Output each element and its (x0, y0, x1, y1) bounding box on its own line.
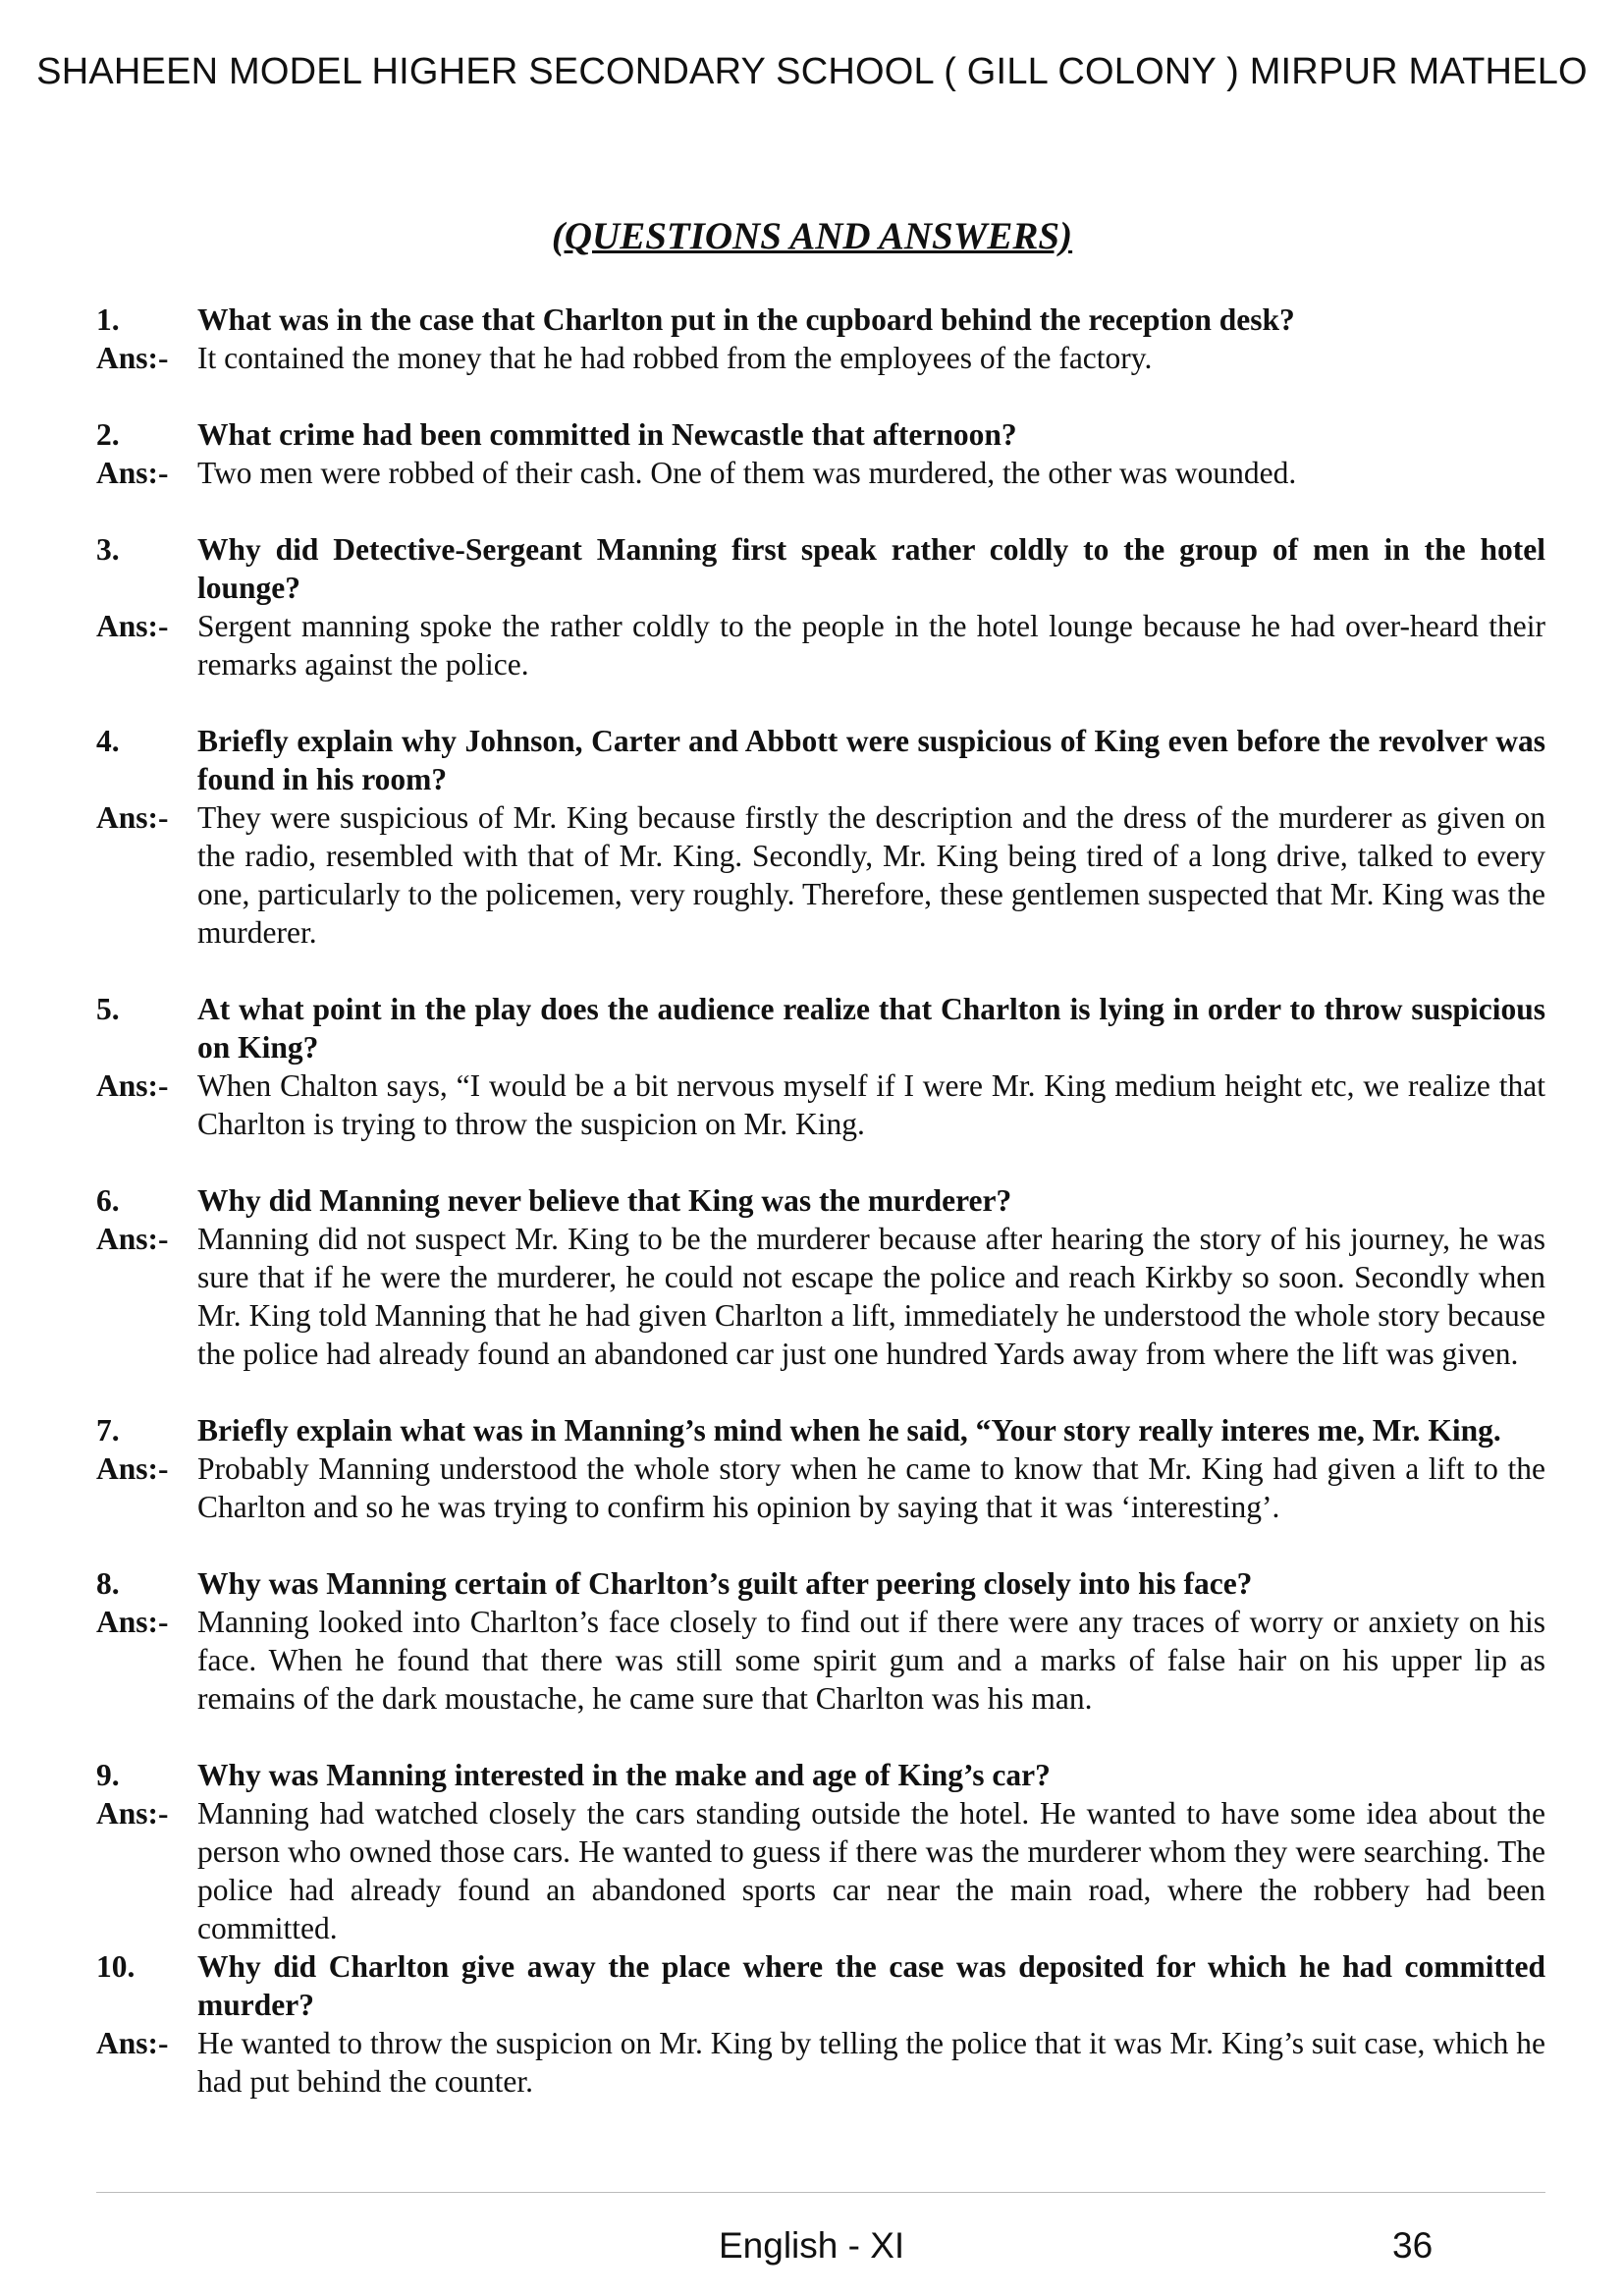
qa-item-5 (96, 990, 1545, 1143)
question-number: 7. (96, 1413, 120, 1448)
answer-text: Manning did not suspect Mr. King to be the murderer because after hearing the story of his journey, he was sure that if he were the murderer, he could not escape the police and reach Kirkby so soon. Secondly when Mr. King told Manning that he had given Charlton a lift, immediately he understood the whole story because the police had already found an abandoned car just one hundred Yards away from where the lift was given. (197, 1222, 1545, 1371)
qa-item-8 (96, 1564, 1545, 1718)
question-text: What was in the case that Charlton put in the cupboard behind the reception desk? (197, 302, 1295, 337)
answer-text: Probably Manning understood the whole story when he came to know that Mr. King had given a lift to the Charlton and so he was trying to confirm his opinion by saying that it was ‘interesting’. (197, 1451, 1545, 1524)
answer-label: Ans:- (96, 1796, 169, 1831)
question-row (96, 415, 1545, 454)
answer-row (96, 2024, 1545, 2101)
answer-row (96, 454, 1545, 492)
question-text: What crime had been committed in Newcastle that afternoon? (197, 417, 1017, 452)
answer-row (96, 1066, 1545, 1143)
qa-item-9 (96, 1756, 1545, 1947)
question-text: Briefly explain what was in Manning’s mind when he said, “Your story really interes me, Mr. King. (197, 1413, 1501, 1448)
answer-row (96, 339, 1545, 377)
answer-label: Ans:- (96, 800, 169, 835)
answer-label: Ans:- (96, 1451, 169, 1486)
answer-label: Ans:- (96, 1605, 169, 1639)
answer-text: Two men were robbed of their cash. One of them was murdered, the other was wounded. (197, 456, 1297, 490)
qa-item-7 (96, 1411, 1545, 1526)
answer-row (96, 1220, 1545, 1373)
question-text: Why did Detective-Sergeant Manning first speak rather coldly to the group of men in the hotel lounge? (197, 532, 1545, 605)
answer-row (96, 1449, 1545, 1526)
question-text: Why was Manning interested in the make and age of King’s car? (197, 1758, 1051, 1792)
question-row (96, 722, 1545, 798)
question-text: Why did Charlton give away the place where the case was deposited for which he had committed murder? (197, 1949, 1545, 2022)
question-row (96, 1411, 1545, 1449)
answer-text: Manning looked into Charlton’s face closely to find out if there were any traces of worry or anxiety on his face. When he found that there was still some spirit gum and a marks of false hair on his upper lip as remains of the dark moustache, he came sure that Charlton was his man. (197, 1605, 1545, 1716)
answer-label: Ans:- (96, 341, 169, 375)
answer-text: He wanted to throw the suspicion on Mr. King by telling the police that it was Mr. King’s suit case, which he had put behind the counter. (197, 2026, 1545, 2099)
qa-item-2 (96, 415, 1545, 492)
question-row (96, 1564, 1545, 1603)
page-number: 36 (1392, 2225, 1434, 2266)
question-text: At what point in the play does the audience realize that Charlton is lying in order to throw suspicious on King? (197, 992, 1545, 1065)
footer-divider (96, 2192, 1545, 2193)
page-title: (QUESTIONS AND ANSWERS) (551, 215, 1073, 257)
answer-row (96, 1603, 1545, 1718)
question-text: Why was Manning certain of Charlton’s guilt after peering closely into his face? (197, 1566, 1253, 1601)
question-number: 3. (96, 532, 120, 567)
qa-item-1 (96, 301, 1545, 377)
answer-text: Sergent manning spoke the rather coldly to the people in the hotel lounge because he had over-heard their remarks against the police. (197, 609, 1545, 682)
question-number: 1. (96, 302, 120, 337)
qa-item-3 (96, 530, 1545, 683)
answer-row (96, 1794, 1545, 1947)
question-number: 2. (96, 417, 120, 452)
answer-label: Ans:- (96, 609, 169, 643)
question-text: Why did Manning never believe that King was the murderer? (197, 1183, 1012, 1218)
question-number: 8. (96, 1566, 120, 1601)
answer-text: They were suspicious of Mr. King because firstly the description and the dress of the murderer as given on the radio, resembled with that of Mr. King. Secondly, Mr. King being tired of a long drive, talked to every one, particularly to the policemen, very roughly. Therefore, these gentlemen suspected that Mr. King was the murderer. (197, 800, 1545, 950)
question-number: 5. (96, 992, 120, 1026)
question-row (96, 1947, 1545, 2024)
answer-text: When Chalton says, “I would be a bit nervous myself if I were Mr. King medium height etc, we realize that Charlton is trying to throw the suspicion on Mr. King. (197, 1068, 1545, 1141)
footer-subject: English - XI (719, 2225, 905, 2266)
answer-label: Ans:- (96, 456, 169, 490)
answer-text: It contained the money that he had robbed from the employees of the factory. (197, 341, 1153, 375)
qa-item-6 (96, 1181, 1545, 1373)
qa-item-4 (96, 722, 1545, 952)
question-number: 6. (96, 1183, 120, 1218)
question-row (96, 990, 1545, 1066)
answer-label: Ans:- (96, 1068, 169, 1103)
answer-text: Manning had watched closely the cars standing outside the hotel. He wanted to have some idea about the person who owned those cars. He wanted to guess if there was the murderer whom they were searching. The police had already found an abandoned sports car near the main road, where the robbery had been committed. (197, 1796, 1545, 1945)
answer-label: Ans:- (96, 2026, 169, 2060)
school-header: SHAHEEN MODEL HIGHER SECONDARY SCHOOL ( GILL COLONY ) MIRPUR MATHELO (36, 51, 1588, 92)
question-row (96, 530, 1545, 607)
question-row (96, 1181, 1545, 1220)
question-number: 4. (96, 724, 120, 758)
answer-row (96, 607, 1545, 683)
question-row (96, 1756, 1545, 1794)
qa-list (96, 301, 1545, 2101)
answer-label: Ans:- (96, 1222, 169, 1256)
question-number: 9. (96, 1758, 120, 1792)
question-number: 10. (96, 1949, 135, 1984)
answer-row (96, 798, 1545, 952)
qa-item-10 (96, 1947, 1545, 2101)
question-text: Briefly explain why Johnson, Carter and Abbott were suspicious of King even before the revolver was found in his room? (197, 724, 1545, 796)
question-row (96, 301, 1545, 339)
